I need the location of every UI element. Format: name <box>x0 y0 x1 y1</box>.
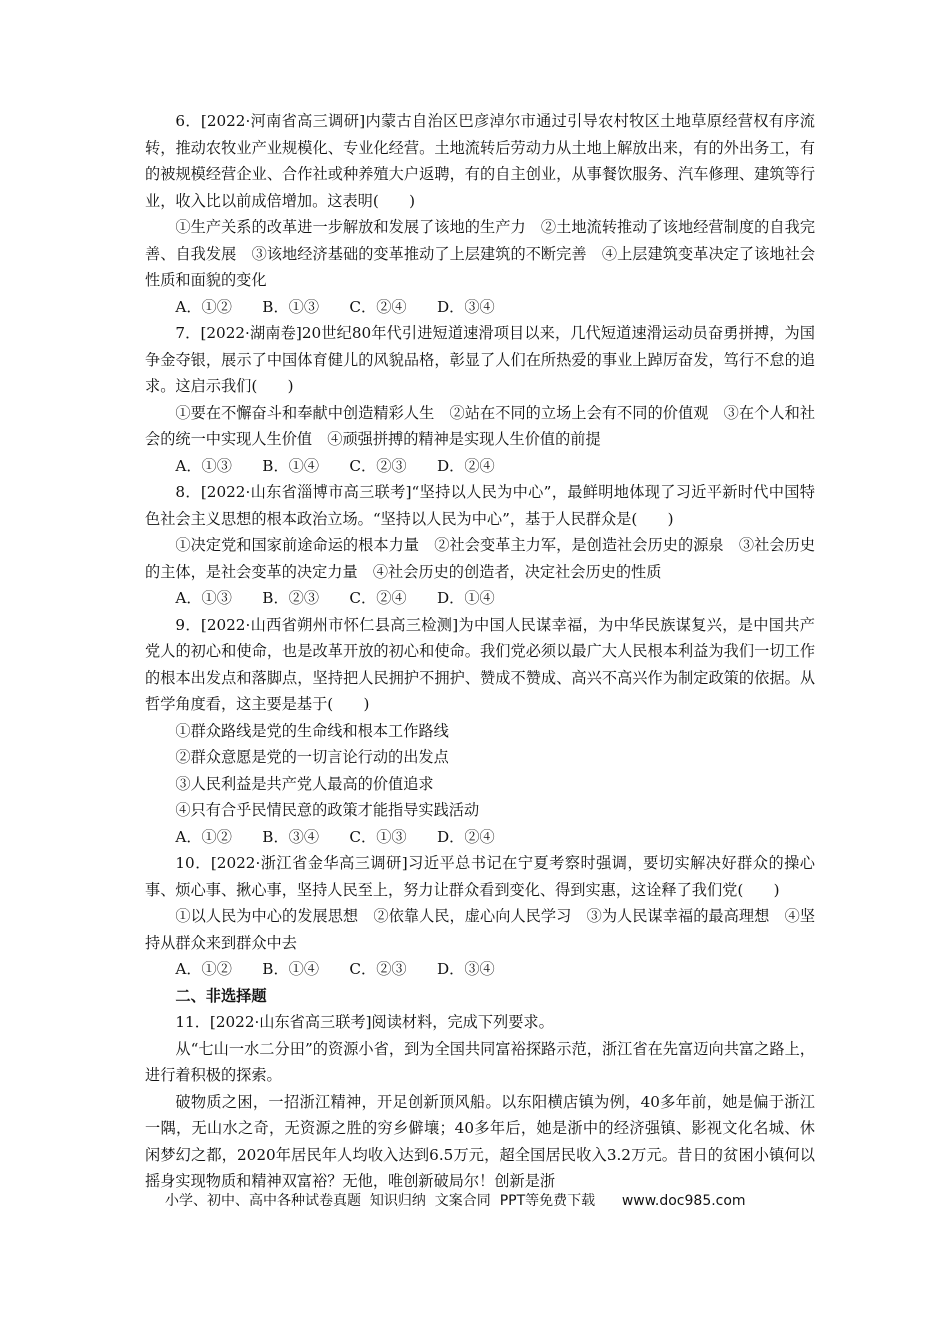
question-11-material-1: 从“七山一水二分田”的资源小省，到为全国共同富裕探路示范，浙江省在先富迈向共富之路上，进行着积极的探索。 <box>145 1039 815 1084</box>
question-7-options: A．①③ B．①④ C．②③ D．②④ <box>175 456 495 475</box>
question-8-statements: ①决定党和国家前途命运的根本力量 ②社会变革主力军，是创造社会历史的源泉 ③社会历史的主体，是社会变革的决定力量 ④社会历史的创造者，决定社会历史的性质 <box>145 536 815 581</box>
question-8-options: A．①③ B．②③ C．②④ D．①④ <box>175 589 495 607</box>
question-9-statement-3: ③人民利益是共产党人最高的价值追求 <box>175 774 434 793</box>
question-11-material-2: 破物质之困，一招浙江精神，开足创新顶风船。以东阳横店镇为例，40多年前，她是偏于浙江一隅，无山水之奇，无资源之胜的穷乡僻壤；40多年后，她是浙中的经济强镇、影视文化名城、休闲梦幻之都，2020年居民年人均收入达到6.5万元，超全国居民收入3.2万元。昔日的贫困小镇何以摇身实现物质和精神双富裕？无他，唯创新破局尔！创新是浙 <box>145 1092 815 1190</box>
document-body <box>145 108 815 1195</box>
question-7-statements: ①要在不懈奋斗和奉献中创造精彩人生 ②站在不同的立场上会有不同的价值观 ③在个人和社会的统一中实现人生价值 ④顽强拼搏的精神是实现人生价值的前提 <box>145 403 815 448</box>
section-heading: 二、非选择题 <box>175 986 267 1005</box>
question-9-statement-1: ①群众路线是党的生命线和根本工作路线 <box>175 721 449 740</box>
question-9-options: A．①② B．③④ C．①③ D．②④ <box>175 827 495 846</box>
question-10-stem: 10．[2022·浙江省金华高三调研]习近平总书记在宁夏考察时强调，要切实解决好群众的操心事、烦心事、揪心事，坚持人民至上，努力让群众看到变化、得到实惠，这诠释了我们党( ) <box>145 854 815 899</box>
page-footer: 小学、初中、高中各种试卷真题 知识归纳 文案合同 PPT等免费下载 www.doc985.com <box>165 1193 746 1209</box>
question-8-stem: 8．[2022·山东省淄博市高三联考]“坚持以人民为中心”，最鲜明地体现了习近平新时代中国特色社会主义思想的根本政治立场。“坚持以人民为中心”，基于人民群众是( ) <box>145 483 815 528</box>
question-6-stem: 6．[2022·河南省高三调研]内蒙古自治区巴彦淖尔市通过引导农村牧区土地草原经营权有序流转，推动农牧业产业规模化、专业化经营。土地流转后劳动力从土地上解放出来，有的外出务工，有的被规模经营企业、合作社或种养殖大户返聘，有的自主创业，从事餐饮服务、汽车修理、建筑等行业，收入比以前成倍增加。这表明( ) <box>145 112 815 210</box>
question-11-stem: 11．[2022·山东省高三联考]阅读材料，完成下列要求。 <box>175 1013 554 1031</box>
question-6-options: A．①② B．①③ C．②④ D．③④ <box>175 297 495 316</box>
question-6-statements: ①生产关系的改革进一步解放和发展了该地的生产力 ②土地流转推动了该地经营制度的自我完善、自我发展 ③该地经济基础的变革推动了上层建筑的不断完善 ④上层建筑变革决定了该地社会性质和面貌的变化 <box>145 218 815 289</box>
question-9-stem: 9．[2022·山西省朔州市怀仁县高三检测]为中国人民谋幸福，为中华民族谋复兴，是中国共产党人的初心和使命，也是改革开放的初心和使命。我们党必须以最广大人民根本利益为我们一切工作的根本出发点和落脚点，坚持把人民拥护不拥护、赞成不赞成、高兴不高兴作为制定政策的依据。从哲学角度看，这主要是基于( ) <box>145 615 815 713</box>
question-7-stem: 7．[2022·湖南卷]20世纪80年代引进短道速滑项目以来，几代短道速滑运动员奋勇拼搏，为国争金夺银，展示了中国体育健儿的风貌品格，彰显了人们在所热爱的事业上踔厉奋发，笃行不怠的追求。这启示我们( ) <box>145 324 815 395</box>
question-10-statements: ①以人民为中心的发展思想 ②依靠人民，虚心向人民学习 ③为人民谋幸福的最高理想 ④坚持从群众来到群众中去 <box>145 907 815 952</box>
question-10-options: A．①② B．①④ C．②③ D．③④ <box>175 960 495 978</box>
question-9-statement-2: ②群众意愿是党的一切言论行动的出发点 <box>175 748 449 766</box>
question-9-statement-4: ④只有合乎民情民意的政策才能指导实践活动 <box>175 801 480 819</box>
